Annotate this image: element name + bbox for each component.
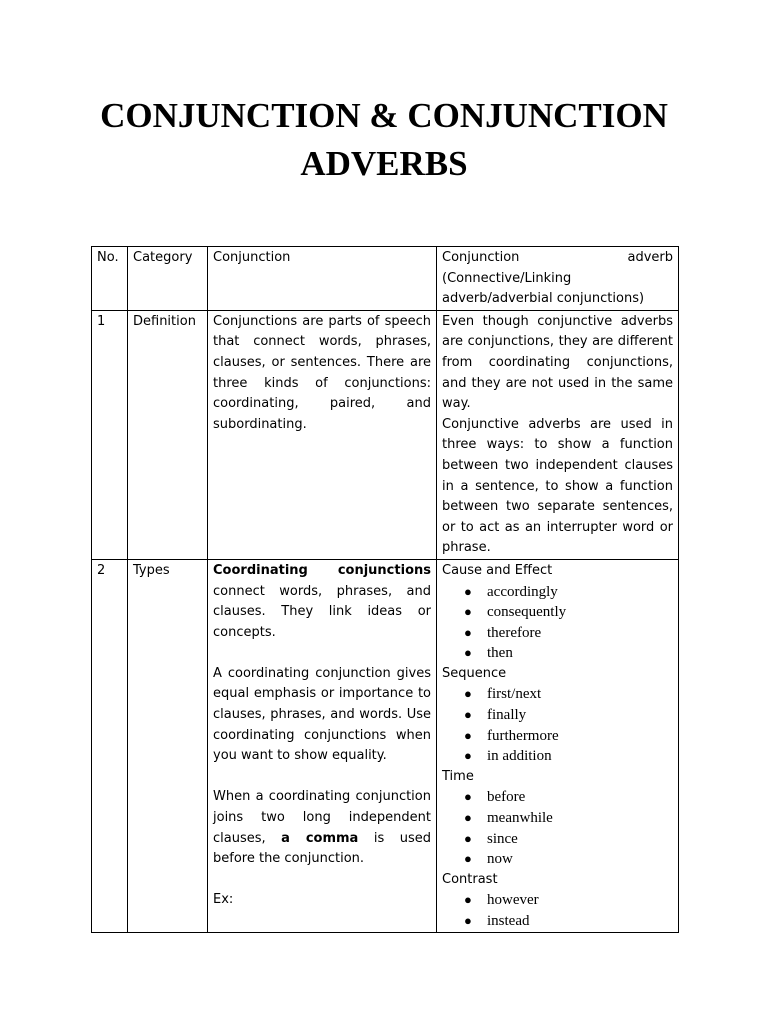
list-item: [442, 849, 673, 870]
list-item-text: instead: [487, 913, 530, 929]
bullet-icon: ●: [464, 583, 472, 599]
sequence-list: [442, 684, 673, 766]
group-label-contrast: Contrast: [442, 871, 498, 887]
bullet-icon: ●: [464, 748, 472, 764]
group-label-sequence: Sequence: [442, 665, 507, 681]
row-2-adverb-types: [437, 559, 679, 932]
list-item-text: before: [487, 789, 526, 806]
time-list: [442, 787, 673, 869]
page-title-line-1: CONJUNCTION & CONJUNCTION: [100, 96, 668, 135]
list-item: [442, 643, 673, 664]
page-title-line-2: ADVERBS: [300, 144, 468, 183]
list-item-text: in addition: [487, 748, 552, 765]
bullet-icon: ●: [464, 624, 472, 640]
list-item-text: therefore: [487, 624, 542, 641]
conjunction-table: [91, 246, 679, 933]
adverb-definition-paragraph-1: Even though conjunctive adverbs are conjunctions, they are different from coordinating conjunctions, and they are not used in the same way.: [442, 313, 673, 412]
list-item-text: meanwhile: [487, 810, 553, 827]
bullet-icon: ●: [464, 789, 472, 805]
types-paragraph-3-end: is used before the conjunction.: [213, 830, 431, 867]
types-paragraph-3: [213, 787, 431, 869]
header-category: Category: [128, 247, 208, 311]
list-item: [442, 829, 673, 850]
types-paragraph-3-start: When a coordinating conjunction joins two long independent clauses,: [213, 789, 431, 846]
bullet-icon: ●: [464, 604, 472, 620]
group-label-time: Time: [442, 768, 474, 784]
list-item: [442, 623, 673, 644]
header-adverb-word-1: Conjunction: [442, 250, 520, 265]
list-item: [442, 808, 673, 829]
list-item: [442, 705, 673, 726]
list-item-text: furthermore: [487, 727, 559, 744]
types-paragraph-1: [213, 561, 431, 643]
bullet-icon: ●: [464, 686, 472, 702]
coordinating-conjunctions-term: Coordinating conjunctions: [213, 562, 431, 578]
types-example-label: Ex:: [213, 892, 234, 908]
row-1-adverb-definition: [437, 310, 679, 559]
header-adverb-word-2: adverb: [627, 250, 673, 265]
row-2-no: 2: [92, 559, 128, 932]
bullet-icon: ●: [464, 707, 472, 723]
bullet-icon: ●: [464, 851, 472, 867]
bullet-icon: ●: [464, 830, 472, 846]
header-adverb-rest: (Connective/Linking adverb/adverbial conjunctions): [442, 270, 645, 307]
header-conjunction-adverb: [437, 247, 679, 311]
row-2-category: Types: [128, 559, 208, 932]
cause-and-effect-list: [442, 582, 673, 664]
types-paragraph-2: A coordinating conjunction gives equal emphasis or importance to clauses, phrases, and words. Use coordinating conjunctions when you want to show equality.: [213, 665, 431, 764]
page-title: [0, 92, 768, 188]
header-adverb-first-line: [442, 248, 673, 269]
adverb-definition-paragraph-2: Conjunctive adverbs are used in three ways: to show a function between two independent clauses in a sentence, to show a function between two separate sentences, or to act as an interrupter word or phrase.: [442, 416, 673, 556]
list-item-text: accordingly: [487, 583, 558, 600]
bullet-icon: ●: [464, 727, 472, 743]
table-row: [92, 559, 679, 932]
row-2-conjunction-types: [208, 559, 437, 932]
list-item: [442, 890, 673, 911]
list-item-text: finally: [487, 707, 527, 724]
list-item: [442, 684, 673, 705]
list-item: [442, 726, 673, 747]
list-item: [442, 582, 673, 603]
types-paragraph-1-text: connect words, phrases, and clauses. They link ideas or concepts.: [213, 583, 431, 640]
header-no: No.: [92, 247, 128, 311]
table-row: [92, 310, 679, 559]
row-1-category: Definition: [128, 310, 208, 559]
list-item: [442, 787, 673, 808]
list-item-text: however: [487, 892, 539, 909]
list-item: [442, 602, 673, 623]
list-item-text: first/next: [487, 686, 542, 703]
header-conjunction: Conjunction: [208, 247, 437, 311]
bullet-icon: ●: [464, 913, 472, 928]
list-item-text: since: [487, 830, 518, 847]
group-label-cause-and-effect: Cause and Effect: [442, 562, 553, 578]
list-item: [442, 746, 673, 767]
bullet-icon: ●: [464, 645, 472, 661]
table-header-row: [92, 247, 679, 311]
list-item-text: now: [487, 851, 513, 868]
list-item-text: then: [487, 645, 513, 662]
bullet-icon: ●: [464, 810, 472, 826]
bullet-icon: ●: [464, 892, 472, 908]
row-1-conjunction-definition: Conjunctions are parts of speech that connect words, phrases, clauses, or sentences. There are three kinds of conjunctions: coordinating, paired, and subordinating.: [208, 310, 437, 559]
list-item-text: consequently: [487, 604, 567, 621]
contrast-list: [442, 890, 673, 931]
a-comma-term: a comma: [281, 830, 359, 846]
list-item: [442, 911, 673, 932]
row-1-no: 1: [92, 310, 128, 559]
